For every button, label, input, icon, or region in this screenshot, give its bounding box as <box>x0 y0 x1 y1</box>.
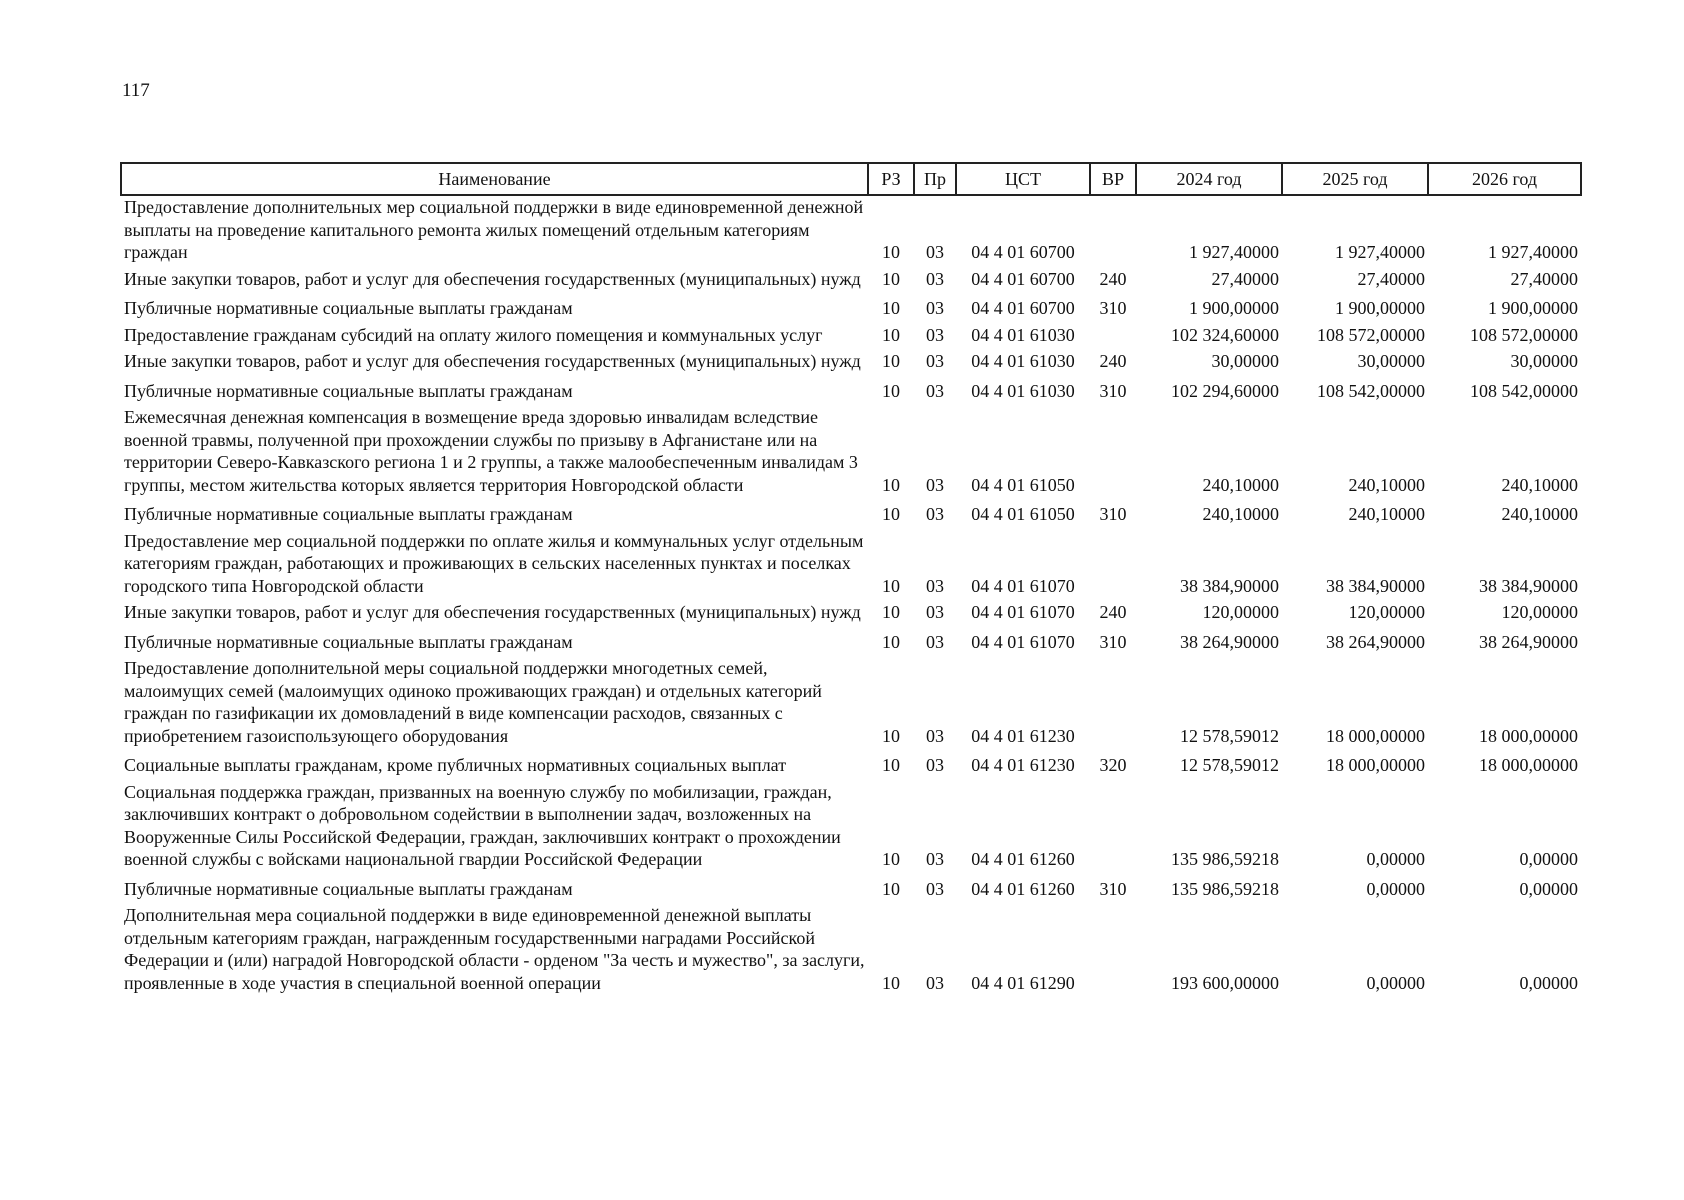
row-cst: 04 4 01 61070 <box>971 602 1075 622</box>
table-row <box>121 195 1581 268</box>
row-cst: 04 4 01 61230 <box>971 755 1075 775</box>
row-rz: 10 <box>882 298 900 318</box>
row-name: Публичные нормативные социальные выплаты гражданам <box>124 380 573 401</box>
row-2024: 120,00000 <box>1202 602 1279 622</box>
row-2025: 30,00000 <box>1357 351 1425 371</box>
row-rz: 10 <box>882 631 900 652</box>
row-2025: 18 000,00000 <box>1326 755 1425 775</box>
row-2026: 38 384,90000 <box>1479 575 1578 596</box>
row-name: Иные закупки товаров, работ и услуг для обеспечения государственных (муниципальных) нужд <box>124 602 861 622</box>
row-2026: 240,10000 <box>1501 504 1578 524</box>
row-cst: 04 4 01 60700 <box>971 298 1075 318</box>
table-row <box>121 377 1581 407</box>
row-cst: 04 4 01 61070 <box>971 631 1075 652</box>
table-row <box>121 530 1581 602</box>
row-2026: 120,00000 <box>1501 602 1578 622</box>
row-pr: 03 <box>926 755 944 775</box>
row-rz: 10 <box>882 972 900 993</box>
row-vr: 310 <box>1099 878 1127 899</box>
row-2024: 12 578,59012 <box>1180 755 1279 775</box>
row-vr <box>1090 781 1136 875</box>
row-2025: 0,00000 <box>1366 849 1425 869</box>
table-row <box>121 406 1581 500</box>
row-2025: 108 542,00000 <box>1317 380 1425 401</box>
row-pr: 03 <box>926 631 944 652</box>
header-name: Наименование <box>121 163 868 195</box>
row-rz: 10 <box>882 351 900 371</box>
table-row <box>121 657 1581 751</box>
row-rz: 10 <box>882 324 900 345</box>
row-pr: 03 <box>926 242 944 262</box>
row-rz: 10 <box>882 878 900 899</box>
row-pr: 03 <box>926 298 944 318</box>
row-pr: 03 <box>926 878 944 899</box>
row-2026: 108 542,00000 <box>1470 380 1578 401</box>
row-name: Публичные нормативные социальные выплаты гражданам <box>124 298 573 318</box>
row-vr: 240 <box>1099 268 1127 289</box>
row-rz: 10 <box>882 755 900 775</box>
row-2024: 240,10000 <box>1202 474 1279 495</box>
table-row <box>121 751 1581 781</box>
header-pr: Пр <box>914 163 956 195</box>
table-row <box>121 601 1581 628</box>
row-pr: 03 <box>926 268 944 289</box>
row-2026: 240,10000 <box>1501 474 1578 495</box>
row-2024: 30,00000 <box>1211 351 1279 371</box>
row-cst: 04 4 01 60700 <box>971 242 1075 262</box>
row-2026: 0,00000 <box>1519 878 1578 899</box>
row-rz: 10 <box>882 575 900 596</box>
row-2025: 120,00000 <box>1348 602 1425 622</box>
row-2026: 27,40000 <box>1510 268 1578 289</box>
row-rz: 10 <box>882 474 900 495</box>
row-2024: 193 600,00000 <box>1171 972 1279 993</box>
page-number: 117 <box>122 80 150 101</box>
table-row <box>121 628 1581 658</box>
row-vr <box>1090 406 1136 500</box>
table-row <box>121 324 1581 351</box>
table-row <box>121 500 1581 530</box>
row-vr: 310 <box>1099 380 1127 401</box>
row-2024: 27,40000 <box>1211 268 1279 289</box>
row-cst: 04 4 01 61030 <box>971 380 1075 401</box>
table-row <box>121 781 1581 875</box>
header-vr: ВР <box>1090 163 1136 195</box>
row-2025: 38 384,90000 <box>1326 575 1425 596</box>
row-2025: 240,10000 <box>1348 474 1425 495</box>
row-name: Публичные нормативные социальные выплаты гражданам <box>124 878 573 899</box>
row-2024: 1 900,00000 <box>1189 298 1279 318</box>
row-2026: 0,00000 <box>1519 849 1578 869</box>
row-pr: 03 <box>926 575 944 596</box>
budget-table <box>120 162 1582 998</box>
row-rz: 10 <box>882 504 900 524</box>
row-vr: 310 <box>1099 631 1127 652</box>
row-2025: 0,00000 <box>1366 878 1425 899</box>
row-vr <box>1090 195 1136 268</box>
row-vr: 240 <box>1099 351 1127 371</box>
row-name: Социальная поддержка граждан, призванных на военную службу по мобилизации, граждан, заключивших контракт о добровольном содействии в выполнении задач, возложенных на Вооруженные Силы Российской Федерации, граждан, заключивших контракт о прохождении военной службы с войсками национальной гвардии Российской Федерации <box>124 781 841 869</box>
table-row <box>121 268 1581 295</box>
row-pr: 03 <box>926 474 944 495</box>
row-name: Социальные выплаты гражданам, кроме публичных нормативных социальных выплат <box>124 755 787 775</box>
row-2026: 108 572,00000 <box>1470 324 1578 345</box>
row-vr <box>1090 530 1136 602</box>
row-name: Ежемесячная денежная компенсация в возмещение вреда здоровью инвалидам вследствие военной травмы, полученной при прохождении службы по призыву в Афганистане или на территории Северо-Кавказского региона 1 и 2 группы, а также малообеспеченным инвалидам 3 группы, местом жительства которых является территория Новгородской области <box>124 407 858 495</box>
row-rz: 10 <box>882 725 900 746</box>
table-header <box>121 163 1581 195</box>
row-name: Предоставление мер социальной поддержки по оплате жилья и коммунальных услуг отдельным категориям граждан, работающих и проживающих в сельских населенных пунктах и поселках городского типа Новгородской области <box>124 530 864 596</box>
row-pr: 03 <box>926 380 944 401</box>
row-2026: 1 900,00000 <box>1488 298 1578 318</box>
row-rz: 10 <box>882 380 900 401</box>
row-cst: 04 4 01 61030 <box>971 324 1075 345</box>
row-2026: 30,00000 <box>1510 351 1578 371</box>
row-2025: 0,00000 <box>1366 972 1425 993</box>
row-2026: 18 000,00000 <box>1479 725 1578 746</box>
row-2024: 135 986,59218 <box>1171 849 1279 869</box>
row-name: Иные закупки товаров, работ и услуг для обеспечения государственных (муниципальных) нужд <box>124 351 861 371</box>
row-cst: 04 4 01 61030 <box>971 351 1075 371</box>
row-vr <box>1090 657 1136 751</box>
row-cst: 04 4 01 60700 <box>971 268 1075 289</box>
row-name: Предоставление дополнительной меры социальной поддержки многодетных семей, малоимущих семей (малоимущих одиноко проживающих граждан) и отдельных категорий граждан по газификации их домовладений в виде компенсации расходов, связанных с приобретением газоиспользующего оборудования <box>124 658 822 746</box>
row-cst: 04 4 01 61260 <box>971 849 1075 869</box>
row-name: Дополнительная мера социальной поддержки в виде единовременной денежной выплаты отдельным категориям граждан, награжденным государственными наградами Российской Федерации и (или) наградой Новгородской области - орденом "За честь и мужество", за заслуги, проявленные в ходе участия в специальной военной операции <box>124 905 865 993</box>
row-cst: 04 4 01 61230 <box>971 725 1075 746</box>
row-pr: 03 <box>926 324 944 345</box>
table-row <box>121 875 1581 905</box>
header-rz: РЗ <box>868 163 914 195</box>
row-name: Предоставление гражданам субсидий на оплату жилого помещения и коммунальных услуг <box>124 324 823 345</box>
row-pr: 03 <box>926 725 944 746</box>
row-2025: 240,10000 <box>1348 504 1425 524</box>
row-cst: 04 4 01 61050 <box>971 474 1075 495</box>
row-vr <box>1090 324 1136 351</box>
row-cst: 04 4 01 61070 <box>971 575 1075 596</box>
row-rz: 10 <box>882 268 900 289</box>
table-row <box>121 294 1581 324</box>
row-2026: 1 927,40000 <box>1488 242 1578 262</box>
table-body <box>121 195 1581 998</box>
row-2026: 38 264,90000 <box>1479 631 1578 652</box>
header-2025: 2025 год <box>1282 163 1428 195</box>
row-cst: 04 4 01 61050 <box>971 504 1075 524</box>
row-name: Иные закупки товаров, работ и услуг для обеспечения государственных (муниципальных) нужд <box>124 268 861 289</box>
row-vr <box>1090 904 1136 998</box>
row-cst: 04 4 01 61260 <box>971 878 1075 899</box>
row-2025: 108 572,00000 <box>1317 324 1425 345</box>
row-2024: 12 578,59012 <box>1180 725 1279 746</box>
row-vr: 310 <box>1099 298 1127 318</box>
row-2024: 1 927,40000 <box>1189 242 1279 262</box>
row-rz: 10 <box>882 242 900 262</box>
row-rz: 10 <box>882 602 900 622</box>
row-2025: 1 927,40000 <box>1335 242 1425 262</box>
table-row <box>121 904 1581 998</box>
row-pr: 03 <box>926 351 944 371</box>
row-2024: 102 294,60000 <box>1171 380 1279 401</box>
header-2024: 2024 год <box>1136 163 1282 195</box>
row-pr: 03 <box>926 972 944 993</box>
header-cst: ЦСТ <box>956 163 1090 195</box>
row-pr: 03 <box>926 504 944 524</box>
row-vr: 240 <box>1099 602 1127 622</box>
header-row <box>121 163 1581 195</box>
row-cst: 04 4 01 61290 <box>971 972 1075 993</box>
row-2025: 38 264,90000 <box>1326 631 1425 652</box>
row-pr: 03 <box>926 849 944 869</box>
row-2024: 135 986,59218 <box>1171 878 1279 899</box>
row-rz: 10 <box>882 849 900 869</box>
header-2026: 2026 год <box>1428 163 1581 195</box>
row-name: Публичные нормативные социальные выплаты гражданам <box>124 631 573 652</box>
row-2025: 1 900,00000 <box>1335 298 1425 318</box>
row-2024: 102 324,60000 <box>1171 324 1279 345</box>
row-name: Публичные нормативные социальные выплаты гражданам <box>124 504 573 524</box>
row-vr: 310 <box>1099 504 1127 524</box>
row-2024: 240,10000 <box>1202 504 1279 524</box>
row-2024: 38 264,90000 <box>1180 631 1279 652</box>
row-2026: 18 000,00000 <box>1479 755 1578 775</box>
row-pr: 03 <box>926 602 944 622</box>
row-2026: 0,00000 <box>1519 972 1578 993</box>
row-2024: 38 384,90000 <box>1180 575 1279 596</box>
table-row <box>121 350 1581 377</box>
row-2025: 18 000,00000 <box>1326 725 1425 746</box>
row-2025: 27,40000 <box>1357 268 1425 289</box>
row-name: Предоставление дополнительных мер социальной поддержки в виде единовременной денежной выплаты на проведение капитального ремонта жилых помещений отдельным категориям граждан <box>124 197 864 262</box>
row-vr: 320 <box>1099 755 1127 775</box>
